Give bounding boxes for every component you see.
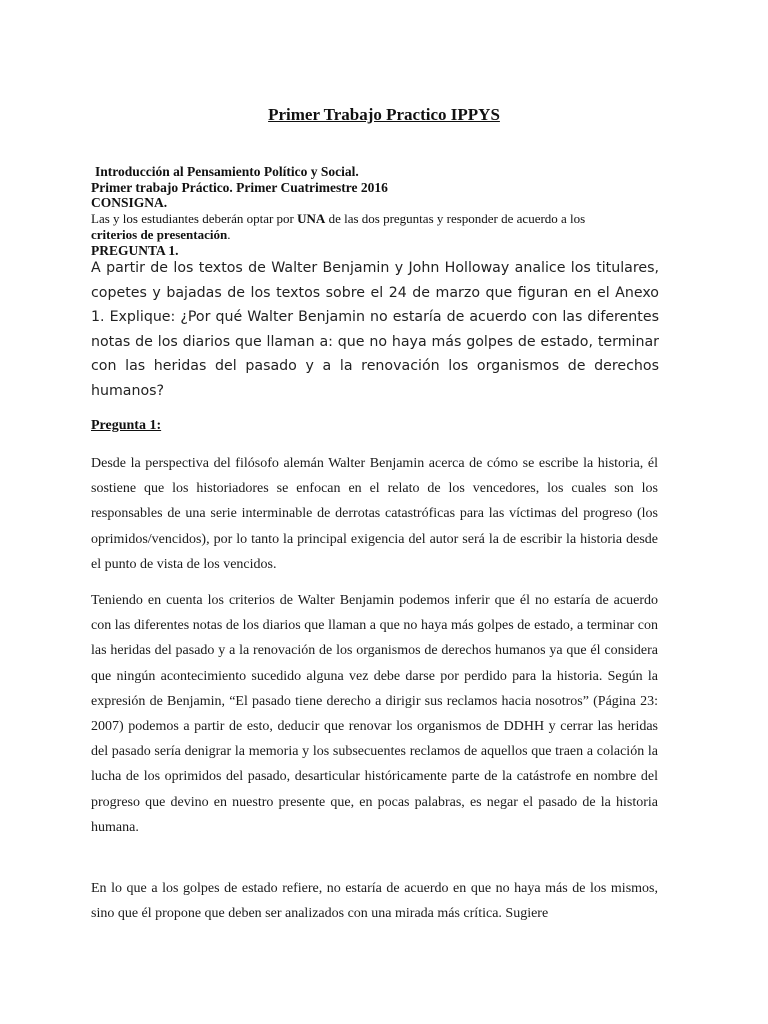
question-heading: PREGUNTA 1. [91, 242, 179, 258]
consigna-criteria: criterios de presentación [91, 226, 228, 242]
consigna-heading: CONSIGNA. [91, 195, 168, 210]
answer-heading: Pregunta 1: [91, 418, 162, 433]
assignment-header [91, 164, 691, 258]
answer-paragraph-1: Desde la perspectiva del filósofo alemán Walter Benjamin acerca de cómo se escribe la historia, él sostiene que los historiadores se enfocan en el relato de los vencedores, los cuales son los responsables de una serie interminable de derrotas catastróficas para las víctimas del progreso (los oprimidos/vencidos), por lo tanto la principal exigencia del autor será la de escribir la historia desde el punto de vista de los vencidos. [91, 456, 658, 572]
question-prompt: A partir de los textos de Walter Benjamin y John Holloway analice los titulares, copetes y bajadas de los textos sobre el 24 de marzo que figuran en el Anexo 1. Explique: ¿Por qué Walter Benjamin no estaría de acuerdo con las diferentes notas de los diarios que llaman a: que no haya más golpes de estado, terminar con las heridas del pasado y a la renovación los organismos de derechos humanos? [91, 260, 659, 399]
consigna-text-start: Las y los estudiantes deberán optar por [91, 210, 298, 226]
document-title: Primer Trabajo Practico IPPYS [268, 105, 500, 124]
assignment-subtitle: Primer trabajo Práctico. Primer Cuatrimestre 2016 [91, 179, 388, 195]
course-name: Introducción al Pensamiento Político y Social. [95, 164, 359, 179]
consigna-instructions [91, 211, 691, 243]
consigna-text-middle: de las dos preguntas y responder de acuerdo a los [325, 210, 586, 226]
answer-paragraph-2: Teniendo en cuenta los criterios de Walter Benjamin podemos inferir que él no estaría de acuerdo con las diferentes notas de los diarios que llaman a que no haya más golpes de estado, a terminar con las heridas del pasado y a la renovación de los organismos de derechos humanos ya que él considera que ningún acontecimiento sucedido alguna vez debe darse por perdido para la historia. Según la expresión de Benjamin, “El pasado tiene derecho a dirigir sus reclamos hacia nosotros” (Página 23: 2007) podemos a partir de esto, deducir que renovar los organismos de DDHH y cerrar las heridas del pasado sería denigrar la memoria y los subsecuentes reclamos de aquellos que traen a colación la lucha de los oprimidos del pasado, desarticular históricamente parte de la catástrofe en nombre del progreso que devino en nuestro presente que, en pocas palabras, es negar el pasado de la historia humana. [91, 593, 658, 835]
consigna-text-end: . [227, 226, 231, 242]
answer-paragraph-3: En lo que a los golpes de estado refiere, no estaría de acuerdo en que no haya más de los mismos, sino que él propone que deben ser analizados con una mirada más crítica. Sugiere [91, 881, 658, 922]
consigna-emphasis: UNA [297, 210, 326, 226]
